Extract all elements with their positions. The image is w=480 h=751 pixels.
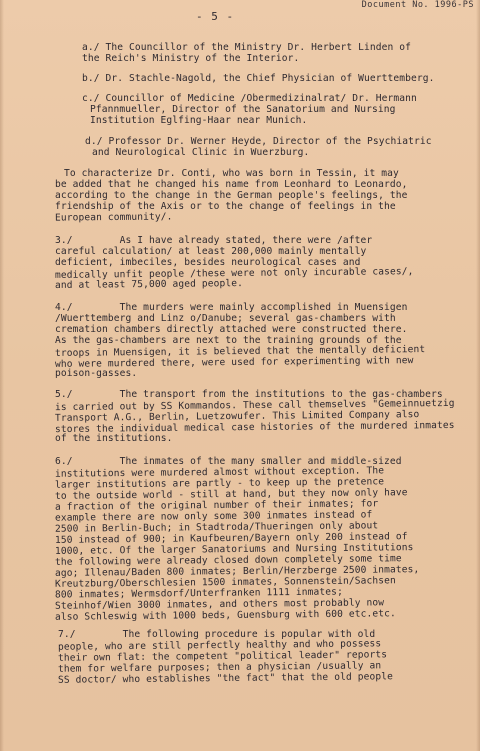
text-line: a fraction of the original number of their inmates; for <box>54 498 379 513</box>
text-line: friendship of the Axis or to the change of feelings in the <box>55 201 396 212</box>
text-line: 4./ The murders were mainly accomplished in Muensigen <box>55 302 408 313</box>
text-line: Steinhof/Wien 3000 inmates, and others most probably now <box>54 597 385 612</box>
text-line: 800 inmates; Wermsdorf/Unterfranken 1111 inmates; <box>54 586 343 601</box>
text-line: As the gas-chambers are next to the training grounds of the <box>55 335 402 346</box>
text-line: 7./ The following procedure is popular with old <box>58 629 376 640</box>
text-line: 6./ The inmates of the many smaller and middle-sized <box>55 456 402 467</box>
text-line: 3./ As I have already stated, there were /after <box>55 235 373 246</box>
text-line: their own flat: the competent "political leader" reports <box>57 649 388 664</box>
text-line: poison-gasses. <box>55 368 138 379</box>
text-line: ago; Illenau/Baden 800 inmates; Berlin/Herzberge 2500 inmates, <box>54 564 420 579</box>
page-edge-right <box>476 0 480 751</box>
text-line: to the outside world - still at hand, but they now only have <box>54 487 408 502</box>
text-line: careful calculation/ at least 200,000 mainly mentally <box>55 246 367 257</box>
text-line: /Wuerttemberg and Linz o/Danube; several gas-chambers with <box>55 313 396 324</box>
text-line: European community/. <box>54 211 173 224</box>
text-line: 5./ The transport from the institutions to the gas-chambers <box>55 389 443 400</box>
text-line: 2500 in Berlin-Buch; in Stadtroda/Thueringen only about <box>54 520 379 535</box>
text-line: Transport A.G., Berlin, Luetzowufer. This Limited Company also <box>54 409 420 424</box>
page-header <box>0 2 480 24</box>
text-line: Kreutzburg/Oberschlesien 1500 inmates, Sonnenstein/Sachsen <box>54 575 396 590</box>
text-line: c./ Councillor of Medicine /Obermedizinalrat/ Dr. Hermann <box>82 93 417 104</box>
text-line: of the institutions. <box>55 433 173 444</box>
text-line: To characterize Dr. Conti, who was born in Tessin, it may <box>64 168 399 179</box>
text-line: stores the individual medical case histories of the murdered inmates <box>54 419 455 436</box>
text-line: a./ The Councillor of the Ministry Dr. Herbert Linden of <box>82 42 412 53</box>
text-line: 150 instead of 900; in Kaufbeuren/Bayern only 200 instead of <box>54 531 408 546</box>
text-line: also Schleswig with 1000 beds, Guensburg with 600 etc.etc. <box>54 608 396 623</box>
text-line: people, who are still perfectly healthy and who possess <box>57 638 382 653</box>
document-number: Document No. 1996-PS <box>361 0 474 10</box>
text-line: Institution Eglfing-Haar near Munich. <box>90 115 308 126</box>
text-line: deficient, imbeciles, besides neurological cases and <box>55 257 361 268</box>
text-line: and Neurological Clinic in Wuerzburg. <box>92 147 310 158</box>
page-edge-left <box>0 0 4 751</box>
text-line: according to the change in the German people's feelings, the <box>55 190 408 201</box>
text-line: the Reich's Ministry of the Interior. <box>82 53 300 64</box>
text-line: be added that he changed his name from Leonhard to Leonardo, <box>55 179 408 190</box>
text-line: them for welfare purposes; then a physician /usually an <box>57 660 382 675</box>
text-line: is carried out by SS Kommandos. These call themselves "Gemeinnuetzig <box>54 397 455 414</box>
text-line: institutions were murdered almost without exception. The <box>54 465 385 480</box>
page-number: - 5 - <box>196 10 235 23</box>
text-line: example there are now only some 300 inmates instead of <box>54 509 373 524</box>
text-line: troops in Muensigen, it is believed that the mentally deficient <box>54 344 426 359</box>
text-line: larger institutions are partly - to keep up the pretence <box>54 476 385 491</box>
text-line: the following were already closed down completely some time <box>54 553 402 568</box>
text-line: b./ Dr. Stachle-Nagold, the Chief Physician of Wuerttemberg. <box>82 73 435 84</box>
text-line: who were murdered there, were used for experimenting with new <box>54 355 414 370</box>
text-line: medically unfit people /these were not only incurable cases/, <box>54 266 414 281</box>
text-line: d./ Professor Dr. Werner Heyde, Director of the Psychiatric <box>85 136 432 147</box>
text-line: cremation chambers directly attached were constructed there. <box>55 324 408 335</box>
text-line: Pfannmueller, Director of the Sanatorium and Nursing <box>90 104 396 115</box>
text-line: 1000, etc. Of the larger Sanatoriums and Nursing Institutions <box>54 542 414 557</box>
text-line: and at least 75,000 aged people. <box>54 278 244 291</box>
text-line: SS doctor/ who establishes "the fact" that the old people <box>57 671 393 686</box>
